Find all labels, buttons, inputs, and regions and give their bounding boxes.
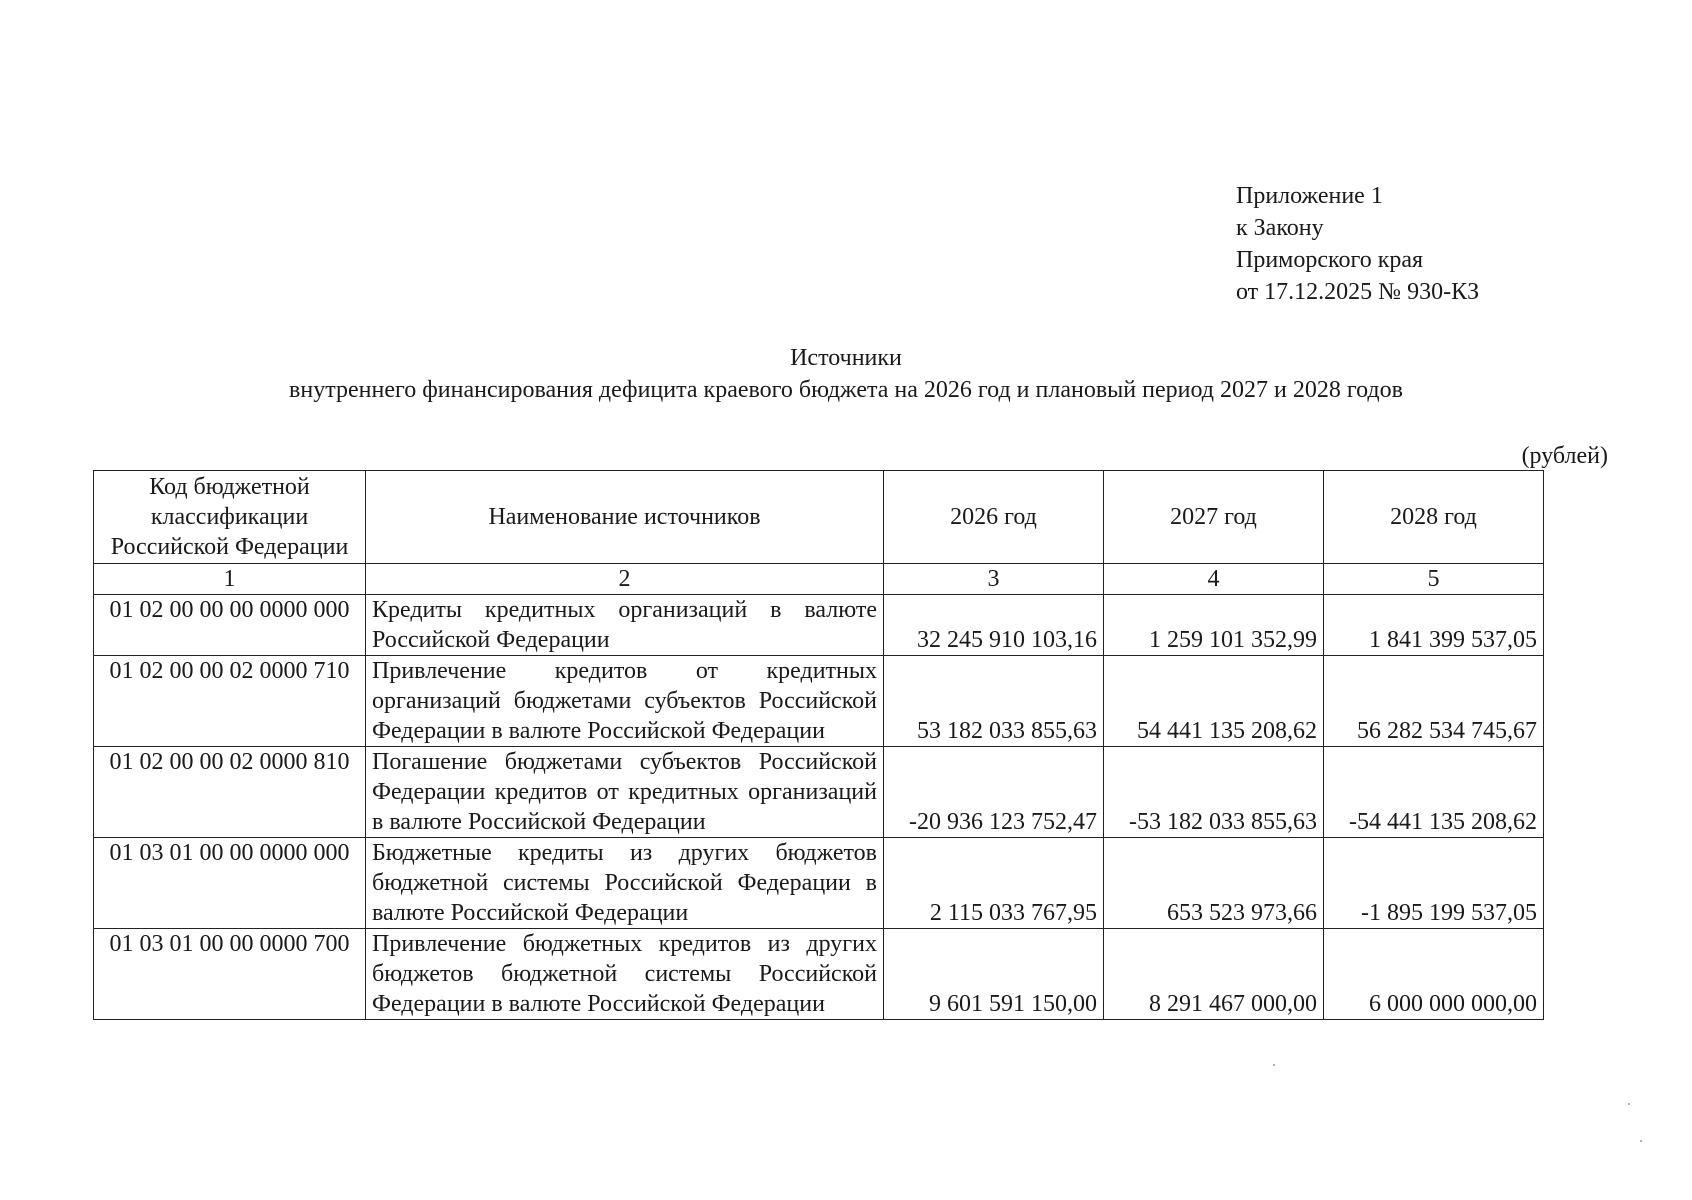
row-code: 01 02 00 00 02 0000 810: [94, 747, 366, 838]
header-2027: 2027 год: [1104, 471, 1324, 564]
row-name: Погашение бюджетами субъектов Российской Федерации кредитов от кредитных организаций в валюте Российской Федерации: [366, 747, 884, 838]
appendix-block: [1236, 180, 1479, 308]
row-value-2027: 8 291 467 000,00: [1104, 929, 1324, 1020]
row-value-2028: 56 282 534 745,67: [1324, 656, 1544, 747]
column-number-row: [94, 564, 1544, 595]
header-code: Код бюджетной классификации Российской Федерации: [94, 471, 366, 564]
scan-speck: [1273, 1064, 1275, 1066]
row-value-2026: 32 245 910 103,16: [884, 595, 1104, 656]
document-subtitle: внутреннего финансирования дефицита краевого бюджета на 2026 год и плановый период 2027 и 2028 годов: [289, 377, 1403, 403]
row-value-2027: 54 441 135 208,62: [1104, 656, 1324, 747]
row-value-2026: 9 601 591 150,00: [884, 929, 1104, 1020]
table-row: [94, 656, 1544, 747]
row-value-2028: -1 895 199 537,05: [1324, 838, 1544, 929]
row-code: 01 03 01 00 00 0000 000: [94, 838, 366, 929]
row-value-2027: 1 259 101 352,99: [1104, 595, 1324, 656]
row-value-2027: -53 182 033 855,63: [1104, 747, 1324, 838]
appendix-line-3: Приморского края: [1236, 247, 1424, 273]
row-name: Привлечение кредитов от кредитных организаций бюджетами субъектов Российской Федерации в валюте Российской Федерации: [366, 656, 884, 747]
scan-speck: [1628, 1103, 1630, 1105]
appendix-line-4: от 17.12.2025 № 930-КЗ: [1236, 279, 1480, 305]
row-value-2028: 1 841 399 537,05: [1324, 595, 1544, 656]
appendix-line-1: Приложение 1: [1236, 183, 1383, 209]
table-row: [94, 747, 1544, 838]
column-number: 4: [1104, 564, 1324, 595]
row-value-2026: 2 115 033 767,95: [884, 838, 1104, 929]
row-value-2026: 53 182 033 855,63: [884, 656, 1104, 747]
table-row: [94, 838, 1544, 929]
row-code: 01 03 01 00 00 0000 700: [94, 929, 366, 1020]
column-number: 2: [366, 564, 884, 595]
row-value-2028: 6 000 000 000,00: [1324, 929, 1544, 1020]
column-number: 1: [94, 564, 366, 595]
row-code: 01 02 00 00 02 0000 710: [94, 656, 366, 747]
row-code: 01 02 00 00 00 0000 000: [94, 595, 366, 656]
column-number: 5: [1324, 564, 1544, 595]
header-2026: 2026 год: [884, 471, 1104, 564]
table-row: [94, 595, 1544, 656]
row-name: Привлечение бюджетных кредитов из других бюджетов бюджетной системы Российской Федерации в валюте Российской Федерации: [366, 929, 884, 1020]
header-2028: 2028 год: [1324, 471, 1544, 564]
document-title: Источники: [790, 345, 902, 371]
row-value-2026: -20 936 123 752,47: [884, 747, 1104, 838]
row-value-2028: -54 441 135 208,62: [1324, 747, 1544, 838]
column-number: 3: [884, 564, 1104, 595]
row-name: Бюджетные кредиты из других бюджетов бюджетной системы Российской Федерации в валюте Российской Федерации: [366, 838, 884, 929]
header-name: Наименование источников: [366, 471, 884, 564]
table-header-row: [94, 471, 1544, 564]
scan-speck: [1640, 1140, 1642, 1142]
sources-table: [93, 470, 1544, 1020]
appendix-line-2: к Закону: [1236, 215, 1324, 241]
units-label: (рублей): [1521, 443, 1608, 469]
row-value-2027: 653 523 973,66: [1104, 838, 1324, 929]
table-row: [94, 929, 1544, 1020]
row-name: Кредиты кредитных организаций в валюте Российской Федерации: [366, 595, 884, 656]
